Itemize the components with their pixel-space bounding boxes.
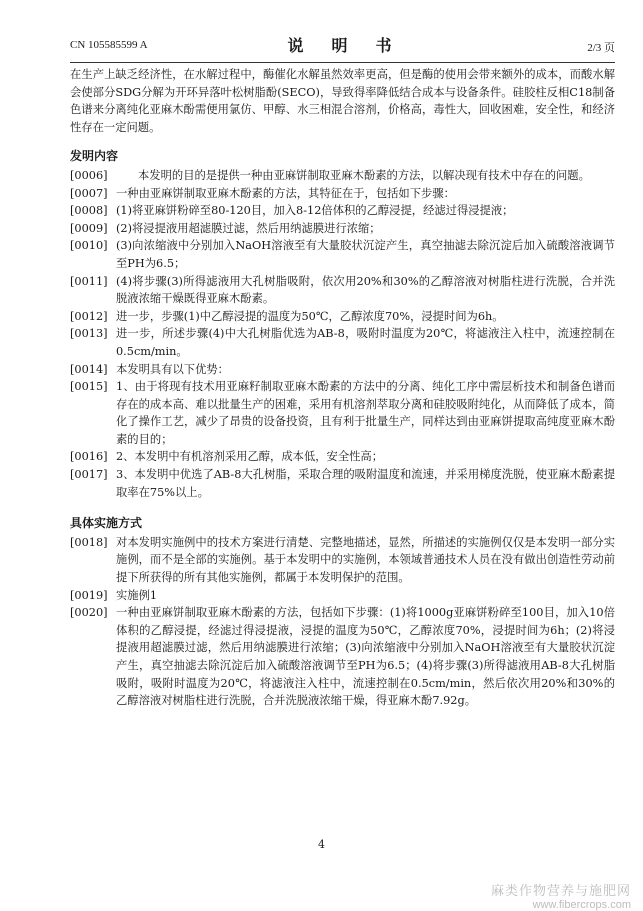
- page-indicator: 2/3 页: [587, 42, 615, 54]
- paragraph-number: [0008]: [70, 204, 108, 218]
- paragraph-0007: [70, 185, 615, 203]
- section-title-summary: 发明内容: [70, 149, 119, 164]
- watermark-url: www.fibercrops.com: [532, 899, 631, 911]
- document-title: 说 明 书: [287, 36, 398, 55]
- paragraph-text: (3)向浓缩液中分别加入NaOH溶液至有大量胶状沉淀产生，真空抽滤去除沉淀后加入硫酸溶液调节至PH为6.5；: [116, 239, 615, 270]
- paragraph-0013: [70, 325, 615, 360]
- header-divider: [70, 62, 615, 63]
- paragraph-0012: [70, 308, 615, 326]
- page-header: [70, 33, 615, 61]
- paragraph-text: 进一步，步骤(1)中乙醇浸提的温度为50℃，乙醇浓度70%，浸提时间为6h。: [116, 309, 504, 323]
- paragraph-number: [0018]: [70, 535, 108, 549]
- paragraph-number: [0006]: [70, 168, 108, 182]
- paragraph-0019: [70, 587, 615, 605]
- paragraph-0020: [70, 604, 615, 710]
- paragraph-text: 2、本发明中有机溶剂采用乙醇，成本低，安全性高；: [116, 450, 384, 464]
- paragraph-text: 1、由于将现有技术用亚麻籽制取亚麻木酚素的方法中的分离、纯化工序中需层析技术和制备色谱而存在的成本高、难以批量生产的困难，采用有机溶剂萃取分离和硅胶吸附纯化，从而降低了成本，简化了操作工艺，减少了昂贵的设备投资，且有利于批量生产，同样达到由亚麻饼提取高纯度亚麻木酚素的目的；: [116, 380, 615, 446]
- paragraph-0018: [70, 534, 615, 587]
- paragraph-text: 3、本发明中优选了AB-8大孔树脂，采取合理的吸附温度和流速，并采用梯度洗脱，使亚麻木酚素提取率在75%以上。: [116, 468, 615, 499]
- paragraph-text: 对本发明实施例中的技术方案进行清楚、完整地描述，显然，所描述的实施例仅仅是本发明一部分实施例，而不是全部的实施例。基于本发明中的实施例，本领域普通技术人员在没有做出创造性劳动前提下所获得的所有其他实施例，都属于本发明保护的范围。: [116, 535, 615, 585]
- document-body: [70, 66, 615, 710]
- watermark-site-name: 麻类作物营养与施肥网: [490, 884, 631, 899]
- paragraph-text: 本发明具有以下优势：: [116, 362, 229, 376]
- page-number: 4: [318, 838, 325, 851]
- paragraph-number: [0011]: [70, 274, 108, 288]
- paragraph-0016: [70, 448, 615, 466]
- paragraph-number: [0012]: [70, 309, 108, 323]
- paragraph-text: 实施例1: [116, 588, 158, 602]
- paragraph-number: [0020]: [70, 606, 108, 620]
- paragraph-0006: [70, 167, 615, 185]
- paragraph-text: 本发明的目的是提供一种由亚麻饼制取亚麻木酚素的方法，以解决现有技术中存在的问题。: [138, 168, 590, 182]
- paragraph-number: [0013]: [70, 327, 108, 341]
- patent-number: CN 105585599 A: [70, 39, 148, 51]
- paragraph-text: 进一步，所述步骤(4)中大孔树脂优选为AB-8，吸附时温度为20℃，将滤液注入柱中，流速控制在0.5cm/min。: [116, 327, 615, 358]
- paragraph-0015: [70, 378, 615, 448]
- paragraph-0011: [70, 273, 615, 308]
- paragraph-text: 一种由亚麻饼制取亚麻木酚素的方法，包括如下步骤：(1)将1000g亚麻饼粉碎至100目，加入10倍体积的乙醇浸提，经滤过得浸提液，浸提的温度为50℃，乙醇浓度70%，浸提时间为6h；(2)将浸提液用超滤膜过滤，然后用纳滤膜进行浓缩；(3)向浓缩液中分别加入NaOH溶液至有大量胶状沉淀产生，真空抽滤去除沉淀后加入硫酸溶液调节至PH为6.5；(4)将步骤(3)所得滤液用AB-8大孔树脂吸附，吸附时温度为20℃，将滤液注入柱中，流速控制在0.5cm/min，然后依次用20%和30%的乙醇溶液对树脂柱进行洗脱，合并洗脱液浓缩干燥，得亚麻木酚7.92g。: [116, 606, 615, 708]
- paragraph-number: [0017]: [70, 468, 108, 482]
- paragraph-number: [0009]: [70, 221, 108, 235]
- paragraph-0008: [70, 202, 615, 220]
- paragraph-text: 一种由亚麻饼制取亚麻木酚素的方法，其特征在于，包括如下步骤：: [116, 186, 455, 200]
- paragraph-0014: [70, 361, 615, 379]
- paragraph-text: (4)将步骤(3)所得滤液用大孔树脂吸附，依次用20%和30%的乙醇溶液对树脂柱进行洗脱，合并洗脱液浓缩干燥既得亚麻木酚素。: [116, 274, 615, 306]
- paragraph-number: [0016]: [70, 450, 108, 464]
- section-title-embodiments: 具体实施方式: [70, 516, 143, 531]
- site-watermark: [491, 880, 631, 911]
- paragraph-0009: [70, 220, 615, 238]
- paragraph-text: (2)将浸提液用超滤膜过滤，然后用纳滤膜进行浓缩；: [116, 221, 381, 235]
- paragraph-0017: [70, 466, 615, 501]
- paragraph-number: [0019]: [70, 588, 108, 602]
- paragraph-0010: [70, 237, 615, 272]
- paragraph-text: (1)将亚麻饼粉碎至80-120目，加入8-12倍体积的乙醇浸提，经滤过得浸提液；: [116, 204, 514, 218]
- paragraph-number: [0014]: [70, 362, 108, 376]
- intro-paragraph: 在生产上缺乏经济性，在水解过程中，酶催化水解虽然效率更高，但是酶的使用会带来额外的成本，而酸水解会使部分SDG分解为开环异落叶松树脂酚(SECO)，导致得率降低结合成本与设备条件。硅胶柱反相C18制备色谱来分离纯化亚麻木酚需便用氯仿、甲醇、水三相混合溶剂，价格高，毒性大，回收困难，安全性，和经济性存在一定问题。: [70, 68, 615, 134]
- paragraph-number: [0015]: [70, 380, 108, 394]
- paragraph-number: [0010]: [70, 239, 108, 253]
- paragraph-number: [0007]: [70, 186, 108, 200]
